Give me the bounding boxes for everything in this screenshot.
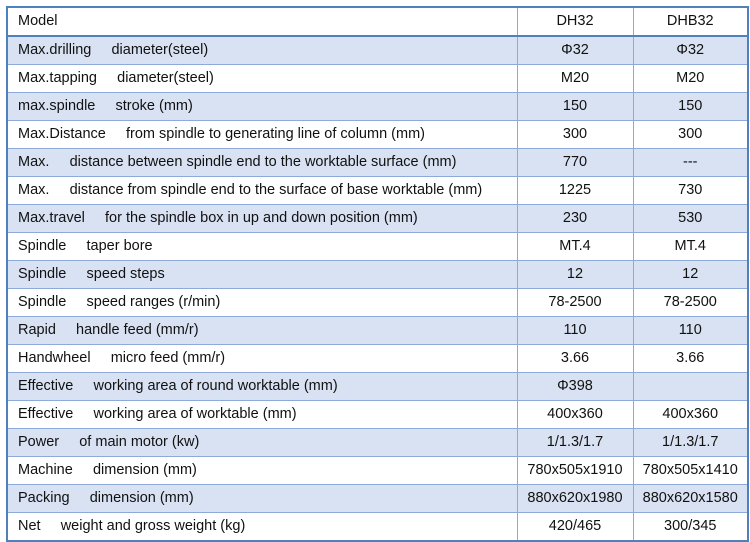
table-row [7,373,748,401]
spec-value-dh32: 110 [517,317,633,345]
spec-value-dh32: 400x360 [517,401,633,429]
spec-value-dh32: 1225 [517,177,633,205]
table-row [7,121,748,149]
spec-table [6,6,749,542]
spec-value-dh32: M20 [517,65,633,93]
spec-value-dhb32: 110 [633,317,748,345]
table-row [7,317,748,345]
spec-value-dhb32: 530 [633,205,748,233]
spec-value-dhb32: 1/1.3/1.7 [633,429,748,457]
spec-value-dhb32: 3.66 [633,345,748,373]
spec-value-dh32: 12 [517,261,633,289]
spec-label: Power of main motor (kw) [7,429,517,457]
spec-value-dh32: 3.66 [517,345,633,373]
header-label: Model [7,7,517,36]
spec-label: Max.drilling diameter(steel) [7,36,517,65]
table-row [7,149,748,177]
spec-label: Net weight and gross weight (kg) [7,513,517,542]
spec-label: Spindle taper bore [7,233,517,261]
spec-value-dh32: Φ32 [517,36,633,65]
spec-label: Max.tapping diameter(steel) [7,65,517,93]
spec-label: Spindle speed steps [7,261,517,289]
spec-value-dh32: 420/465 [517,513,633,542]
header-model-dh32: DH32 [517,7,633,36]
spec-value-dhb32: 880x620x1580 [633,485,748,513]
table-row [7,457,748,485]
spec-value-dhb32: 730 [633,177,748,205]
spec-label: Spindle speed ranges (r/min) [7,289,517,317]
spec-label: Max. distance from spindle end to the surface of base worktable (mm) [7,177,517,205]
table-row [7,233,748,261]
spec-value-dh32: 150 [517,93,633,121]
table-row [7,345,748,373]
spec-label: Machine dimension (mm) [7,457,517,485]
table-row [7,65,748,93]
spec-value-dh32: 770 [517,149,633,177]
table-row [7,177,748,205]
spec-label: Handwheel micro feed (mm/r) [7,345,517,373]
spec-value-dh32: 880x620x1980 [517,485,633,513]
spec-label: max.spindle stroke (mm) [7,93,517,121]
spec-value-dhb32: Φ32 [633,36,748,65]
table-row [7,261,748,289]
table-row [7,401,748,429]
spec-label: Max.travel for the spindle box in up and down position (mm) [7,205,517,233]
spec-label: Max. distance between spindle end to the worktable surface (mm) [7,149,517,177]
table-row [7,485,748,513]
table-row [7,36,748,65]
spec-value-dhb32 [633,373,748,401]
spec-value-dhb32: 780x505x1410 [633,457,748,485]
spec-value-dh32: 1/1.3/1.7 [517,429,633,457]
spec-label: Max.Distance from spindle to generating line of column (mm) [7,121,517,149]
table-row [7,93,748,121]
spec-value-dh32: 780x505x1910 [517,457,633,485]
spec-label: Effective working area of worktable (mm) [7,401,517,429]
header-row [7,7,748,36]
spec-value-dhb32: 300/345 [633,513,748,542]
header-model-dhb32: DHB32 [633,7,748,36]
spec-value-dhb32: M20 [633,65,748,93]
spec-value-dh32: Φ398 [517,373,633,401]
table-row [7,205,748,233]
spec-value-dh32: MT.4 [517,233,633,261]
spec-value-dh32: 230 [517,205,633,233]
spec-value-dhb32: 300 [633,121,748,149]
spec-label: Packing dimension (mm) [7,485,517,513]
spec-value-dhb32: MT.4 [633,233,748,261]
table-row [7,289,748,317]
table-row [7,429,748,457]
table-row [7,513,748,542]
spec-label: Effective working area of round worktable (mm) [7,373,517,401]
spec-value-dhb32: 400x360 [633,401,748,429]
spec-value-dhb32: 12 [633,261,748,289]
spec-value-dhb32: 78-2500 [633,289,748,317]
spec-label: Rapid handle feed (mm/r) [7,317,517,345]
spec-value-dhb32: 150 [633,93,748,121]
spec-value-dh32: 78-2500 [517,289,633,317]
spec-value-dh32: 300 [517,121,633,149]
spec-value-dhb32: --- [633,149,748,177]
